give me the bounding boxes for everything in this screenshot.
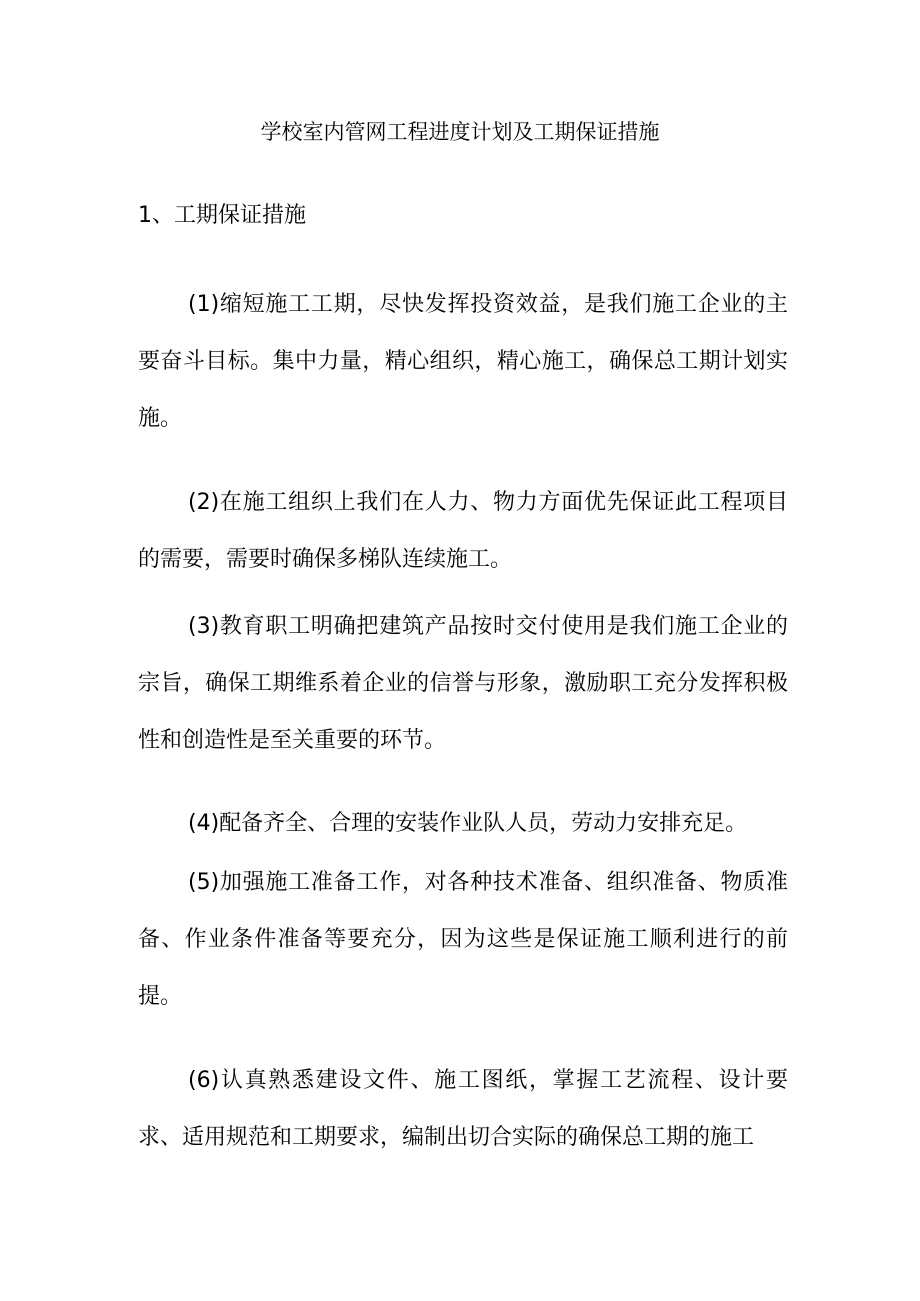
document-title: 学校室内管网工程进度计划及工期保证措施 [260,120,660,144]
paragraph-2: (2)在施工组织上我们在人力、物力方面优先保证此工程项目的需要，需要时确保多梯队连续施工。 [138,490,788,572]
paragraph-4: (4)配备齐全、合理的安装作业队人员，劳动力安排充足。 [188,811,748,836]
paragraph-3: (3)教育职工明确把建筑产品按时交付使用是我们施工企业的宗旨，确保工期维系着企业的信誉与形象，激励职工充分发挥积极性和创造性是至关重要的环节。 [138,614,788,753]
paragraph-6: (6)认真熟悉建设文件、施工图纸，掌握工艺流程、设计要求、适用规范和工期要求，编制出切合实际的确保总工期的施工 [138,1068,788,1150]
paragraph-1: (1)缩短施工工期，尽快发挥投资效益，是我们施工企业的主要奋斗目标。集中力量，精心组织，精心施工，确保总工期计划实施。 [138,292,788,431]
paragraph-5: (5)加强施工准备工作，对各种技术准备、组织准备、物质准备、作业条件准备等要充分，因为这些是保证施工顺利进行的前提。 [138,870,788,1009]
section-heading: 1、工期保证措施 [138,203,306,228]
